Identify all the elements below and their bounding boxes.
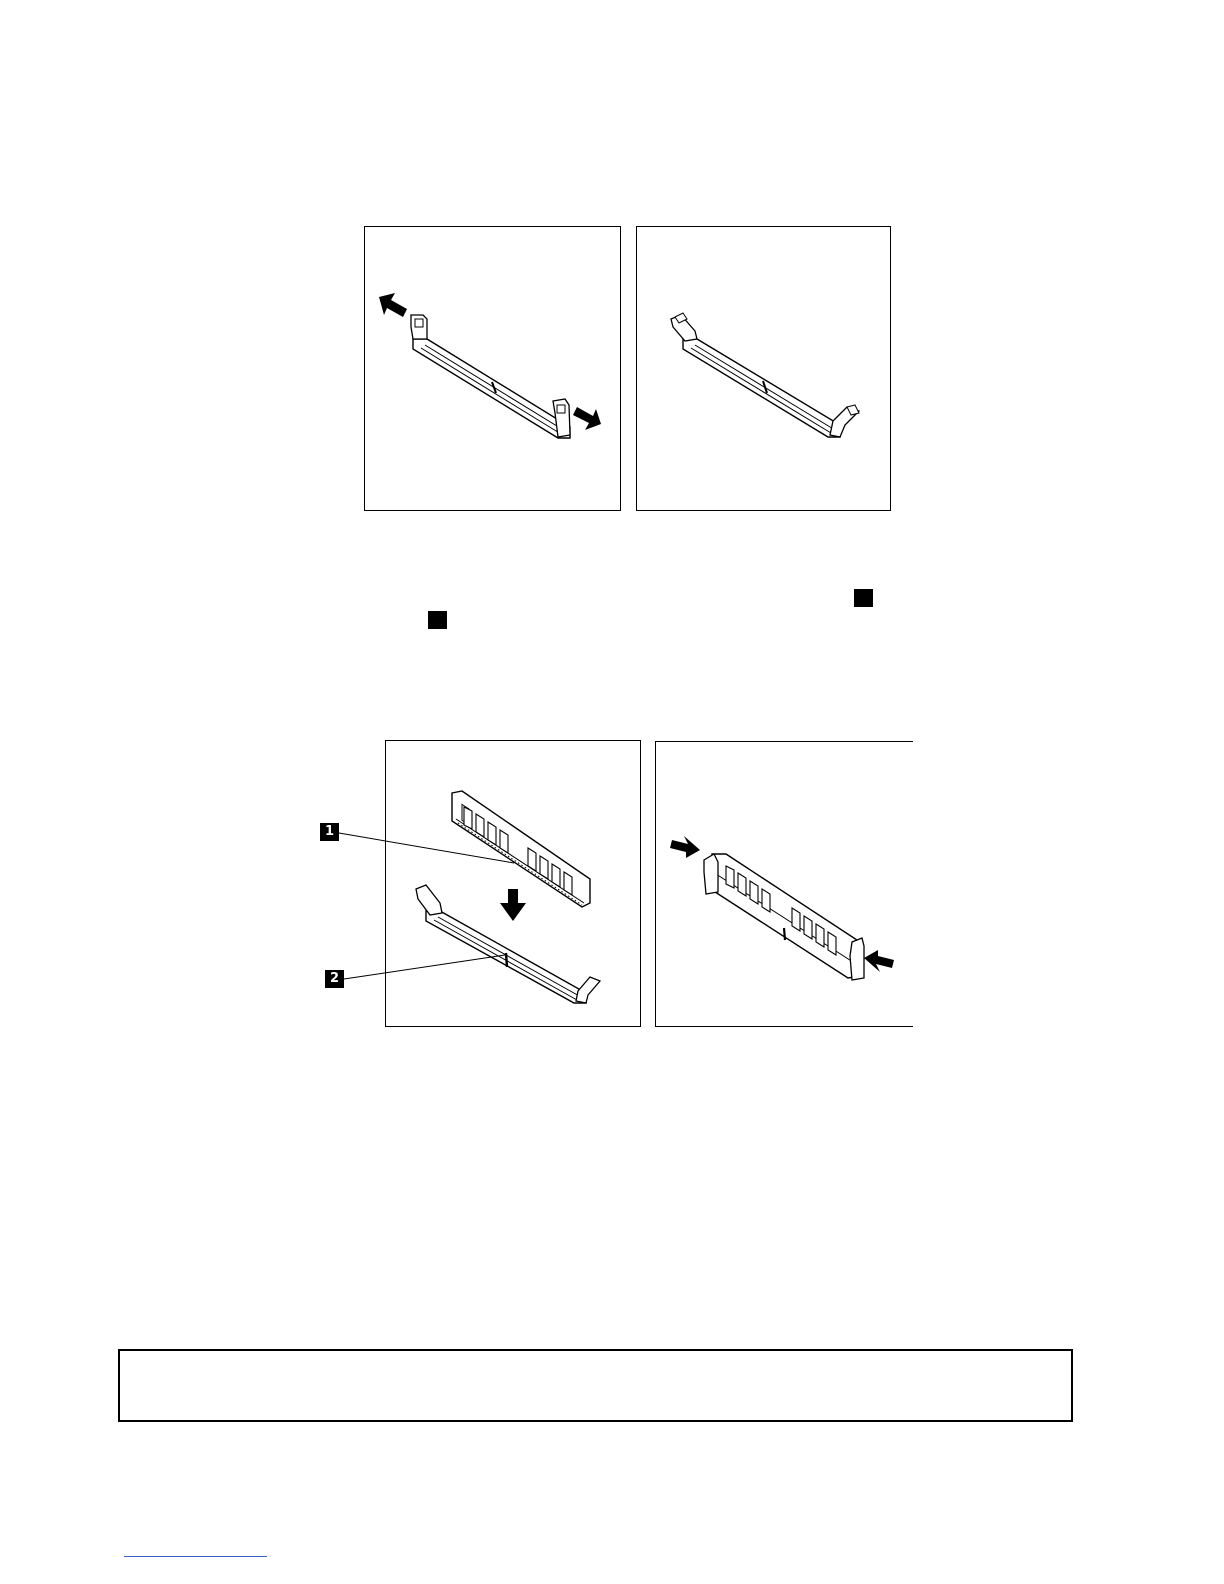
figure-insert-memory-module bbox=[385, 740, 641, 1027]
arrow-left-out-icon bbox=[379, 293, 407, 317]
arrow-push-left-clip-icon bbox=[670, 836, 700, 858]
memory-module-seated-illustration bbox=[656, 742, 914, 1028]
figure-open-retaining-clips bbox=[364, 226, 621, 511]
memory-slot-clips-open-illustration bbox=[637, 227, 892, 512]
arrow-down-icon bbox=[500, 889, 526, 921]
figure-clips-closed bbox=[655, 741, 913, 1027]
note-box bbox=[118, 1349, 1073, 1422]
arrow-push-right-clip-icon bbox=[864, 950, 894, 972]
memory-slot-clips-opening-illustration bbox=[365, 227, 622, 512]
figure-clips-open bbox=[636, 226, 891, 511]
marker-square bbox=[428, 611, 447, 629]
arrow-right-out-icon bbox=[573, 407, 601, 430]
footer-link-underline[interactable] bbox=[124, 1556, 267, 1557]
memory-module-insertion-illustration bbox=[386, 741, 642, 1028]
marker-square bbox=[854, 589, 873, 607]
callout-2: 2 bbox=[325, 970, 344, 988]
callout-1: 1 bbox=[320, 823, 339, 841]
